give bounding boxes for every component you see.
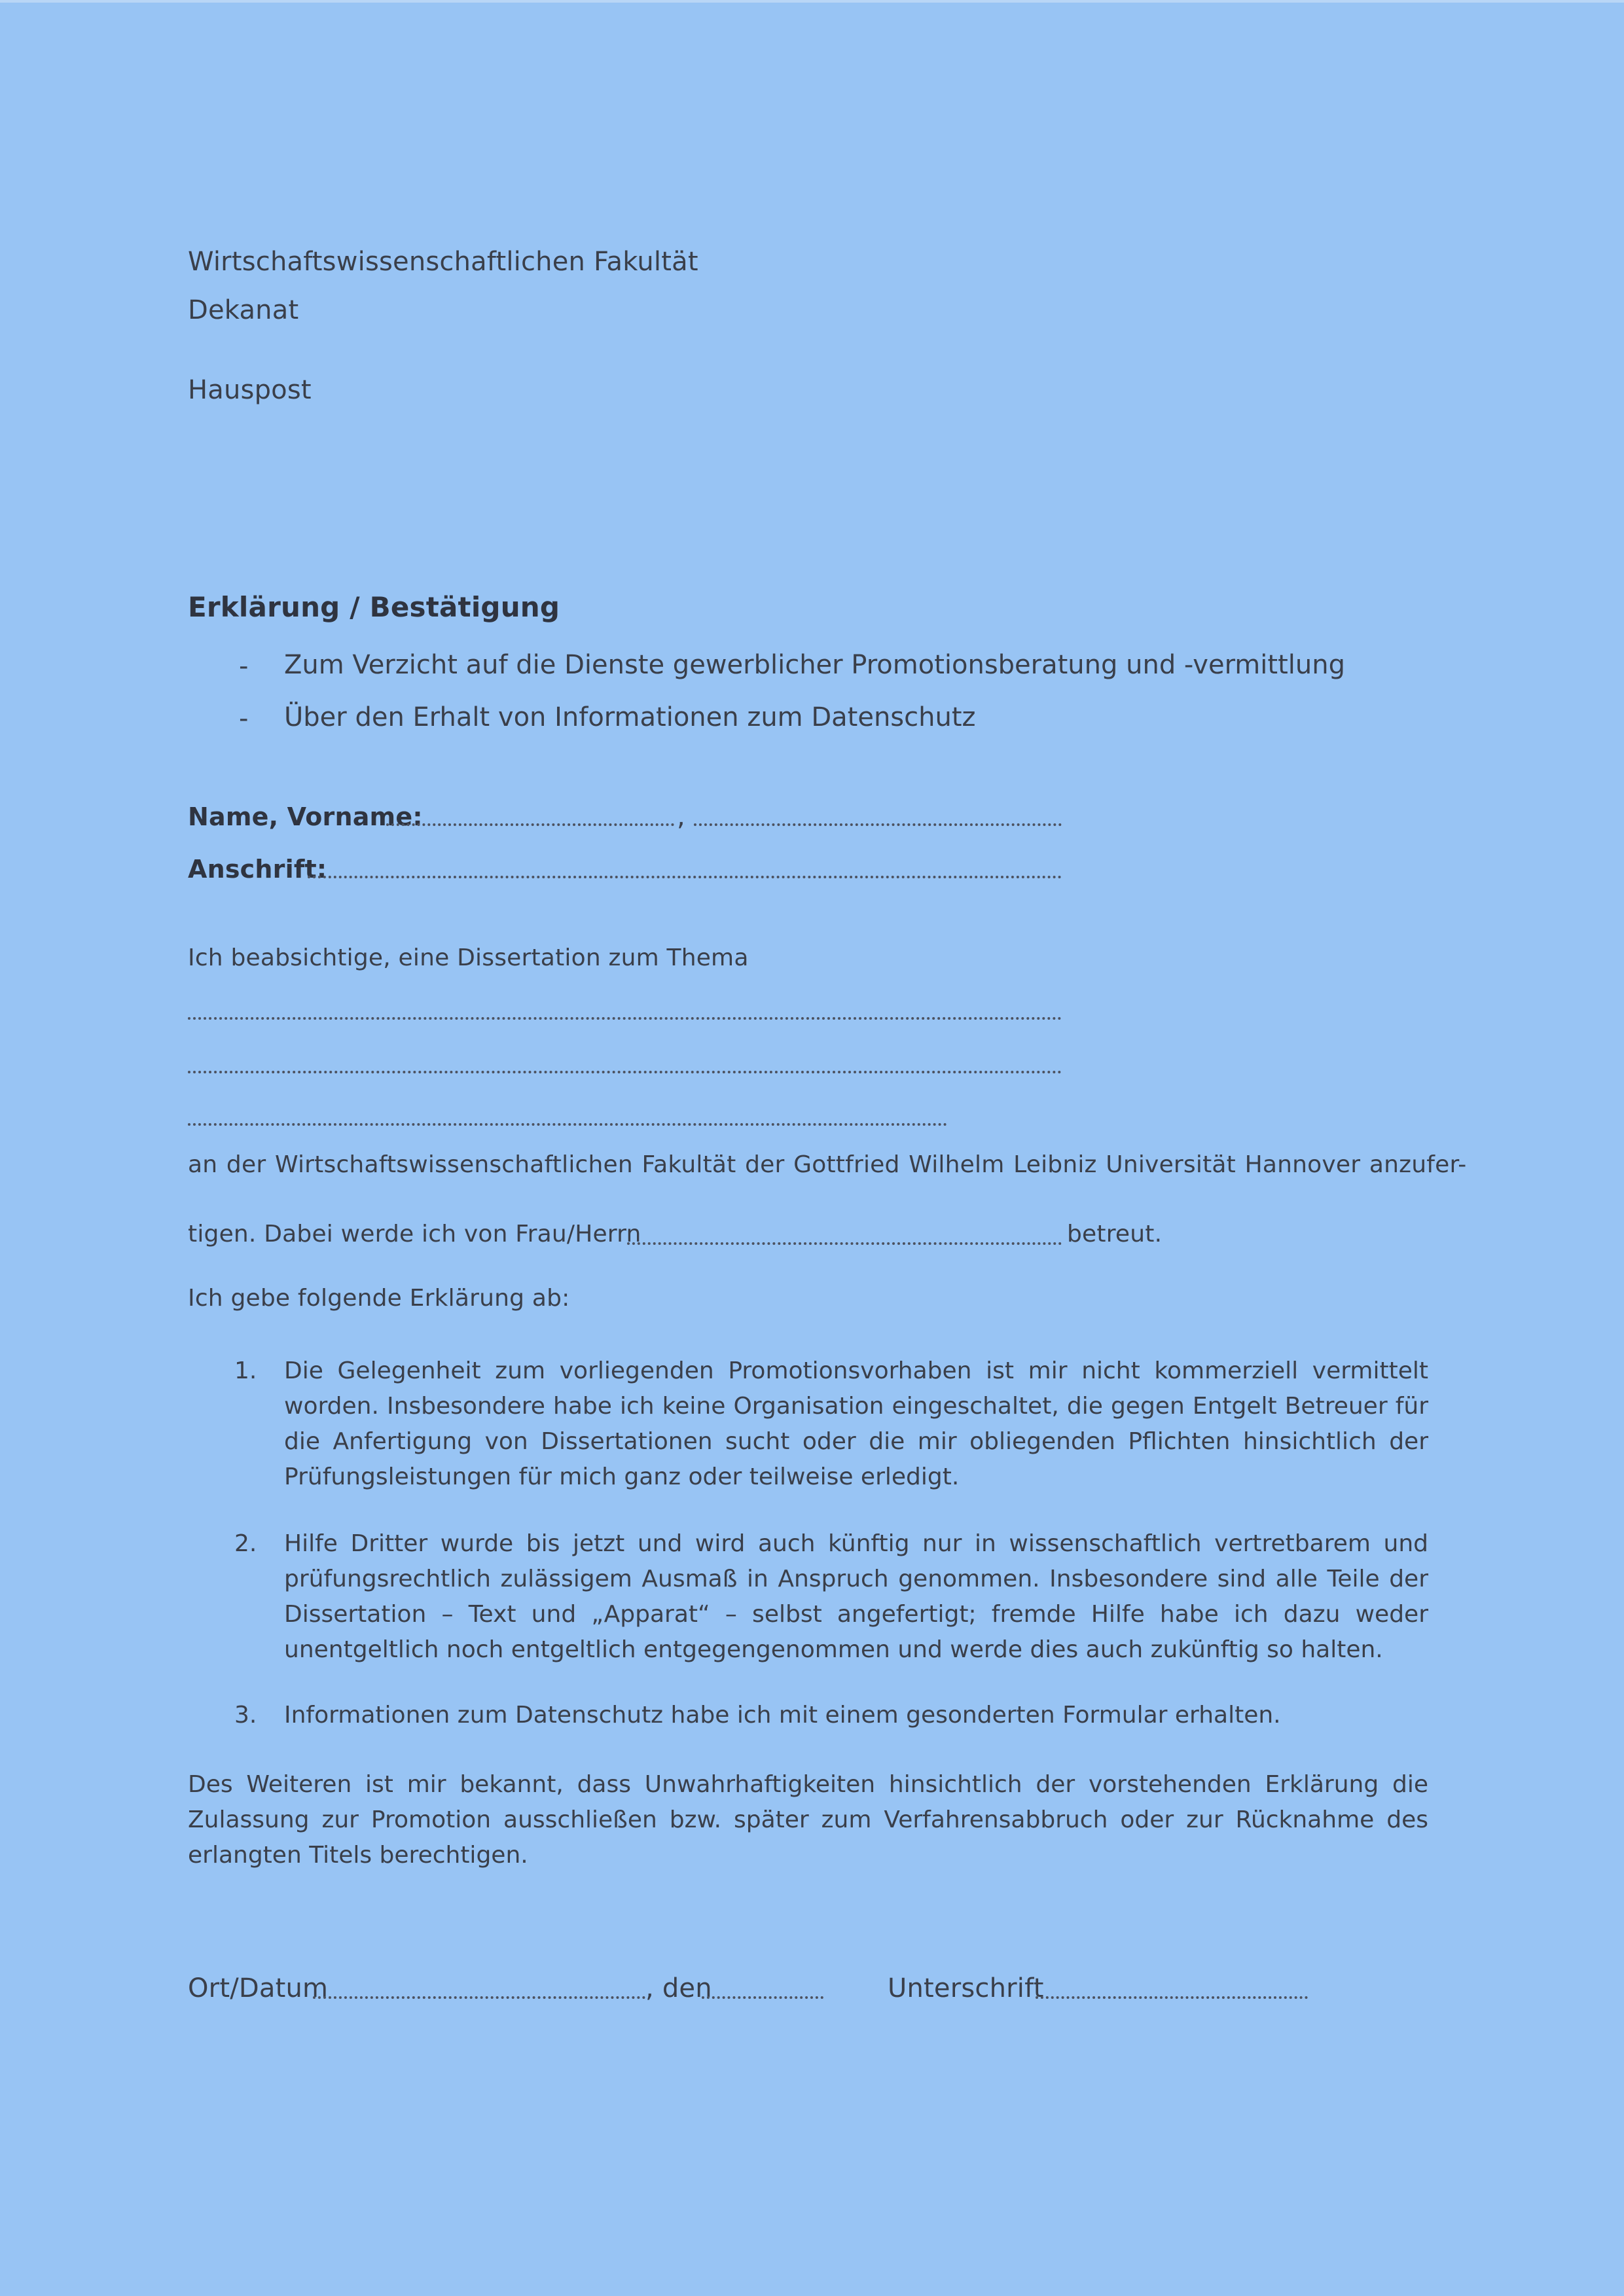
bullet-waiver: Zum Verzicht auf die Dienste gewerblicher Promotionsberatung und -vermittlung: [284, 650, 1345, 680]
closing-paragraph: Des Weiteren ist mir bekannt, dass Unwahrhaftigkeiten hinsichtlich der vorstehenden Erklärung die Zulassung zur Promotion ausschließen bzw. später zum Verfahrensabbruch oder zur Rücknahme des erlangten Titels berechtigen.: [188, 1771, 1428, 1869]
item-number: 3.: [234, 1702, 257, 1729]
place-date-input[interactable]: [313, 1996, 645, 1999]
declaration-item-2: Hilfe Dritter wurde bis jetzt und wird auch künftig nur in wissenschaftlich vertretbarem und prüfungsrechtlich zulässigem Ausmaß in Anspruch genommen. Insbesondere sind alle Teile der Dissertation – Text und „Apparat“ – selbst angefertigt; fremde Hilfe habe ich dazu weder unentgeltlich noch entgeltlich entgegengenommen und werde dies auch zukünftig so halten.: [284, 1530, 1428, 1663]
name-separator: ,: [677, 802, 685, 832]
signature-input[interactable]: [1036, 1996, 1308, 1999]
address-field-row: [188, 852, 327, 886]
faculty-sentence: an der Wirtschaftswissenschaftlichen Fakultät der Gottfried Wilhelm Leibniz Universität Hannover anzufer-: [188, 1151, 1467, 1178]
declaration-item-3: Informationen zum Datenschutz habe ich mit einem gesonderten Formular erhalten.: [284, 1702, 1281, 1729]
address-label: Anschrift:: [188, 855, 327, 884]
signature-label: Unterschrift: [888, 1973, 1044, 2003]
address-input[interactable]: [308, 876, 1062, 878]
date-input[interactable]: [702, 1996, 823, 1999]
document-title: Erklärung / Bestätigung: [188, 591, 560, 623]
name-field-row: [188, 800, 423, 834]
declaration-intro: Ich gebe folgende Erklärung ab:: [188, 1285, 570, 1312]
topic-line-1[interactable]: [188, 1017, 1062, 1020]
bullet-privacy: Über den Erhalt von Informationen zum Datenschutz: [284, 702, 976, 732]
faculty-address: Wirtschaftswissenschaftlichen Fakultät: [188, 247, 698, 277]
internal-mail: Hauspost: [188, 375, 312, 405]
office-address: Dekanat: [188, 295, 299, 325]
name-label: Name, Vorname:: [188, 802, 423, 831]
top-edge: [0, 0, 1624, 3]
item-number: 1.: [234, 1357, 257, 1384]
place-date-label: Ort/Datum: [188, 1973, 329, 2003]
supervisor-prefix: tigen. Dabei werde ich von Frau/Herrn: [188, 1221, 641, 1247]
declaration-item-1: Die Gelegenheit zum vorliegenden Promotionsvorhaben ist mir nicht kommerziell vermittelt worden. Insbesondere habe ich keine Organisation eingeschaltet, die gegen Entgelt Betreuer für die Anfertigung von Dissertationen sucht oder die mir obliegenden Pflichten hinsichtlich der Prüfungsleistungen für mich ganz oder teilweise erledigt.: [284, 1357, 1428, 1490]
supervisor-input[interactable]: [627, 1242, 1062, 1245]
topic-line-2[interactable]: [188, 1071, 1062, 1073]
name-first-input[interactable]: [694, 823, 1062, 826]
topic-line-3[interactable]: [188, 1123, 947, 1126]
item-number: 2.: [234, 1530, 257, 1557]
bullet-marker: -: [239, 704, 249, 734]
supervisor-suffix: betreut.: [1067, 1221, 1163, 1247]
bullet-marker: -: [239, 651, 249, 681]
topic-intro: Ich beabsichtige, eine Dissertation zum Thema: [188, 944, 749, 971]
den-label: , den: [645, 1973, 712, 2003]
name-last-input[interactable]: [386, 823, 674, 826]
